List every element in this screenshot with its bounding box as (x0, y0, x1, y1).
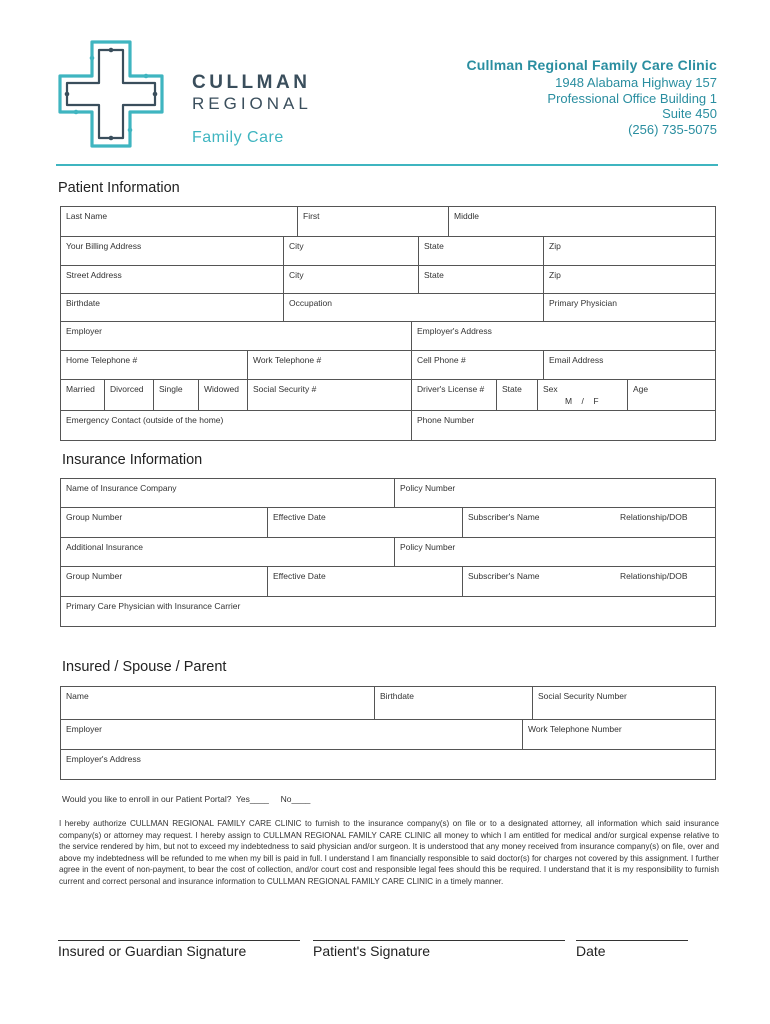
insurance-info-heading: Insurance Information (62, 452, 203, 468)
brand-name-line1: CULLMAN (192, 72, 311, 93)
age-label: Age (633, 384, 649, 394)
dl-state-field[interactable] (496, 380, 522, 410)
street-state-field[interactable] (418, 266, 444, 293)
single-option[interactable] (153, 380, 183, 410)
single-label: Single (159, 384, 183, 394)
medical-cross-circuit-icon (56, 38, 166, 150)
street-zip-label: Zip (549, 270, 561, 280)
effective-date-label: Effective Date (273, 512, 326, 522)
form-row-birthdate (60, 294, 716, 322)
work-phone-field[interactable] (247, 351, 322, 379)
billing-state-field[interactable] (418, 237, 444, 265)
primary-physician-label: Primary Physician (549, 298, 618, 308)
subscriber-name2-field[interactable] (462, 567, 688, 596)
billing-state-label: State (424, 241, 444, 251)
clinic-contact-block (466, 57, 717, 137)
email-label: Email Address (549, 355, 604, 365)
policy-number2-label: Policy Number (400, 542, 456, 552)
occupation-field[interactable] (283, 294, 332, 321)
clinic-phone: (256) 735-5075 (628, 121, 717, 137)
policy-number-label: Policy Number (400, 483, 456, 493)
subscriber-name2-label: Subscriber's Name (468, 571, 540, 581)
billing-address-label: Your Billing Address (66, 241, 142, 251)
policy-number2-field[interactable] (394, 538, 456, 566)
drivers-license-field[interactable] (411, 380, 485, 410)
billing-city-label: City (289, 241, 304, 251)
date-label: Date (576, 943, 606, 959)
form-row-employer (60, 322, 716, 351)
birthdate-label: Birthdate (66, 298, 101, 308)
policy-number-field[interactable] (394, 479, 456, 507)
emergency-contact-label: Emergency Contact (outside of the home) (66, 415, 224, 425)
guardian-signature-line[interactable] (58, 940, 300, 941)
insured-employers-address-label: Employer's Address (66, 754, 141, 764)
form-row-marital (60, 380, 716, 411)
cell-phone-label: Cell Phone # (417, 355, 466, 365)
form-row-billing (60, 237, 716, 266)
insured-birthdate-field[interactable] (374, 687, 415, 719)
form-row-group2 (60, 567, 716, 597)
date-line[interactable] (576, 940, 688, 941)
form-row-insured-employer-address (60, 750, 716, 780)
street-city-label: City (289, 270, 304, 280)
patient-signature-line[interactable] (313, 940, 565, 941)
group-number2-label: Group Number (66, 571, 123, 581)
authorization-text: I hereby authorize CULLMAN REGIONAL FAMILY CARE CLINIC to furnish to the insurance company(s) on file or to a designated attorney, all information which said insurance company(s) or attorney may request. I hereby assign to CULLMAN REGIONAL FAMILY CARE CLINIC all money to which I am entitled for medical and/or surgical expense relative to the service rendered by him, but not to exceed my indebtedness to said physician and/or surgeon. It is understood that any money received from insurance company(s) on file, over and above my indebtedness will be refunded to me when my bill is paid in full. I understand I am financially responsible to said doctor(s) for charges not covered by this assignment. I further agree in the event of non-payment, to bear the cost of collection, and/or court cost and responsible legal fees should this be required. I understand that it is my responsibility to furnish current and correct personal and insurance information to CULLMAN REGIONAL FAMILY CARE CLINIC in a timely manner. (59, 819, 719, 886)
employer-label: Employer (66, 326, 102, 336)
sex-options: M / F (565, 396, 599, 406)
form-row-insurance-company (60, 478, 716, 508)
emergency-phone-field[interactable] (411, 411, 475, 440)
effective-date2-label: Effective Date (273, 571, 326, 581)
primary-physician-field[interactable] (543, 294, 618, 321)
work-phone-label: Work Telephone # (253, 355, 322, 365)
employers-address-field[interactable] (411, 322, 492, 350)
subscriber-name-label: Subscriber's Name (468, 512, 540, 522)
form-row-pcp-carrier (60, 597, 716, 627)
dl-state-label: State (502, 384, 522, 394)
billing-city-field[interactable] (283, 237, 304, 265)
insured-work-phone-field[interactable] (522, 720, 622, 749)
clinic-address2: Professional Office Building 1 (547, 90, 717, 106)
middle-name-field[interactable] (448, 207, 480, 236)
billing-zip-field[interactable] (543, 237, 561, 265)
email-field[interactable] (543, 351, 604, 379)
sex-label: Sex (543, 384, 558, 394)
first-name-label: First (303, 211, 320, 221)
relationship-dob2-label: Relationship/DOB (620, 571, 688, 581)
portal-question[interactable]: Would you like to enroll in our Patient Portal? Yes____ No____ (62, 794, 311, 804)
form-row-phones (60, 351, 716, 380)
effective-date-field[interactable] (267, 508, 326, 537)
insured-work-phone-label: Work Telephone Number (528, 724, 622, 734)
patient-info-heading: Patient Information (58, 180, 180, 196)
relationship-dob-label: Relationship/DOB (620, 512, 688, 522)
street-zip-field[interactable] (543, 266, 561, 293)
form-row-group (60, 508, 716, 538)
insured-ssn-field[interactable] (532, 687, 627, 719)
clinic-name: Cullman Regional Family Care Clinic (466, 57, 717, 73)
form-row-insured-employer (60, 720, 716, 750)
age-field[interactable] (627, 380, 649, 410)
insurance-info-form (60, 478, 716, 627)
clinic-address1: 1948 Alabama Highway 157 (555, 75, 717, 90)
insured-ssn-label: Social Security Number (538, 691, 627, 701)
billing-zip-label: Zip (549, 241, 561, 251)
first-name-field[interactable] (297, 207, 320, 236)
street-address-label: Street Address (66, 270, 122, 280)
form-row-name (60, 206, 716, 237)
ssn-field[interactable] (247, 380, 317, 410)
divorced-option[interactable] (104, 380, 144, 410)
guardian-signature-label: Insured or Guardian Signature (58, 943, 247, 959)
insured-heading: Insured / Spouse / Parent (62, 659, 227, 675)
occupation-label: Occupation (289, 298, 332, 308)
insurance-company-label: Name of Insurance Company (66, 483, 177, 493)
home-phone-label: Home Telephone # (66, 355, 138, 365)
form-row-emergency (60, 411, 716, 441)
patient-signature-label: Patient's Signature (313, 943, 431, 959)
divorced-label: Divorced (110, 384, 144, 394)
sex-field[interactable] (537, 380, 599, 410)
widowed-label: Widowed (204, 384, 239, 394)
additional-insurance-label: Additional Insurance (66, 542, 144, 552)
patient-info-form (60, 206, 716, 441)
pcp-carrier-label: Primary Care Physician with Insurance Carrier (66, 601, 241, 611)
form-row-street (60, 266, 716, 294)
header-divider (56, 164, 718, 166)
brand-name-line3: Family Care (192, 129, 284, 146)
cell-phone-field[interactable] (411, 351, 466, 379)
widowed-option[interactable] (198, 380, 239, 410)
ssn-label: Social Security # (253, 384, 317, 394)
form-row-insured-name (60, 686, 716, 720)
emergency-phone-label: Phone Number (417, 415, 475, 425)
employers-address-label: Employer's Address (417, 326, 492, 336)
insured-name-label: Name (66, 691, 89, 701)
last-name-label: Last Name (66, 211, 108, 221)
insured-form (60, 686, 716, 780)
subscriber-name-field[interactable] (462, 508, 688, 537)
street-state-label: State (424, 270, 444, 280)
married-label: Married (66, 384, 95, 394)
clinic-address3: Suite 450 (662, 106, 717, 121)
brand-name-line2: REGIONAL (192, 94, 312, 113)
form-row-additional-insurance (60, 538, 716, 567)
group-number-label: Group Number (66, 512, 123, 522)
middle-name-label: Middle (454, 211, 480, 221)
drivers-license-label: Driver's License # (417, 384, 485, 394)
effective-date2-field[interactable] (267, 567, 326, 596)
insured-birthdate-label: Birthdate (380, 691, 415, 701)
insured-employer-label: Employer (66, 724, 102, 734)
street-city-field[interactable] (283, 266, 304, 293)
